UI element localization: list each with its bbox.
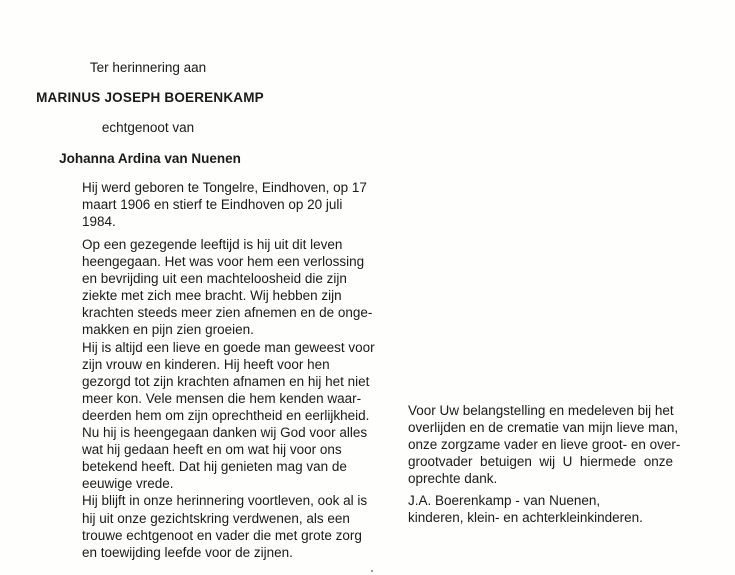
life-text-line: trouwe echtgenoot en vader die met grote zorg	[82, 527, 362, 543]
thanks-text-line: onze zorgzame vader en lieve groot- en over-	[408, 437, 681, 453]
thanks-text-line: oprechte dank.	[408, 471, 498, 487]
birth-text-line: 1984.	[82, 214, 116, 230]
spouse-name: Johanna Ardina van Nuenen	[59, 151, 241, 166]
life-text-line: Nu hij is heengegaan danken wij God voor alles	[82, 425, 368, 441]
life-text-line: betekend heeft. Dat hij genieten mag van de	[82, 459, 347, 475]
life-text-line: hij uit onze gezichtskring verdwenen, als een	[82, 510, 350, 526]
thanks-text-line: overlijden en de crematie van mijn lieve man,	[408, 420, 679, 436]
signature-line: J.A. Boerenkamp - van Nuenen,	[408, 493, 601, 508]
signature-line: kinderen, klein- en achterkleinkinderen.	[408, 510, 643, 526]
life-text-line: eeuwige vrede.	[82, 476, 174, 492]
birth-paragraph	[82, 179, 367, 230]
birth-text-line: Hij werd geboren te Tongelre, Eindhoven, op 17	[82, 180, 367, 195]
life-text-line: en bevrijding uit een machteloosheid die zijn	[82, 271, 347, 287]
life-text-line: deerden hem om zijn oprechtheid en eerlijkheid.	[82, 407, 370, 423]
relation-line: echtgenoot van	[101, 120, 195, 135]
life-text-line: en toewijding leefde voor de zijnen.	[82, 544, 293, 560]
intro-line: Ter herinnering aan	[89, 60, 207, 75]
life-text-line: zijn vrouw en kinderen. Hij heeft voor hen	[82, 356, 330, 372]
life-paragraph	[82, 236, 375, 561]
life-text-line: makken en pijn zien groeien.	[82, 322, 254, 338]
life-text-line: heengegaan. Het was voor hem een verlossing	[82, 254, 365, 270]
thanks-paragraph	[408, 402, 681, 487]
signature-block	[408, 492, 673, 526]
life-text-line: Op een gezegende leeftijd is hij uit dit leven	[82, 237, 343, 252]
life-text-line: ziekte met zich mee bracht. Wij hebben zijn	[82, 288, 342, 304]
life-text-line: krachten steeds meer zien afnemen en de onge-	[82, 305, 373, 321]
thanks-text-line: grootvader betuigen wij U hiermede onze	[408, 454, 673, 470]
deceased-name: MARINUS JOSEPH BOERENKAMP	[36, 90, 264, 105]
birth-text-line: maart 1906 en stierf te Eindhoven op 20 juli	[82, 197, 343, 213]
life-text-line: meer kon. Vele mensen die hem kenden waar-	[82, 390, 362, 406]
life-text-line: Hij blijft in onze herinnering voortleven, ook al is	[82, 493, 368, 509]
paper-speck	[371, 570, 373, 572]
life-text-line: Hij is altijd een lieve en goede man geweest voor	[82, 339, 375, 355]
life-text-line: wat hij gedaan heeft en om wat hij voor ons	[82, 442, 342, 458]
thanks-text-line: Voor Uw belangstelling en medeleven bij het	[408, 403, 674, 418]
life-text-line: gezorgd tot zijn krachten afnamen en hij het niet	[82, 373, 370, 389]
